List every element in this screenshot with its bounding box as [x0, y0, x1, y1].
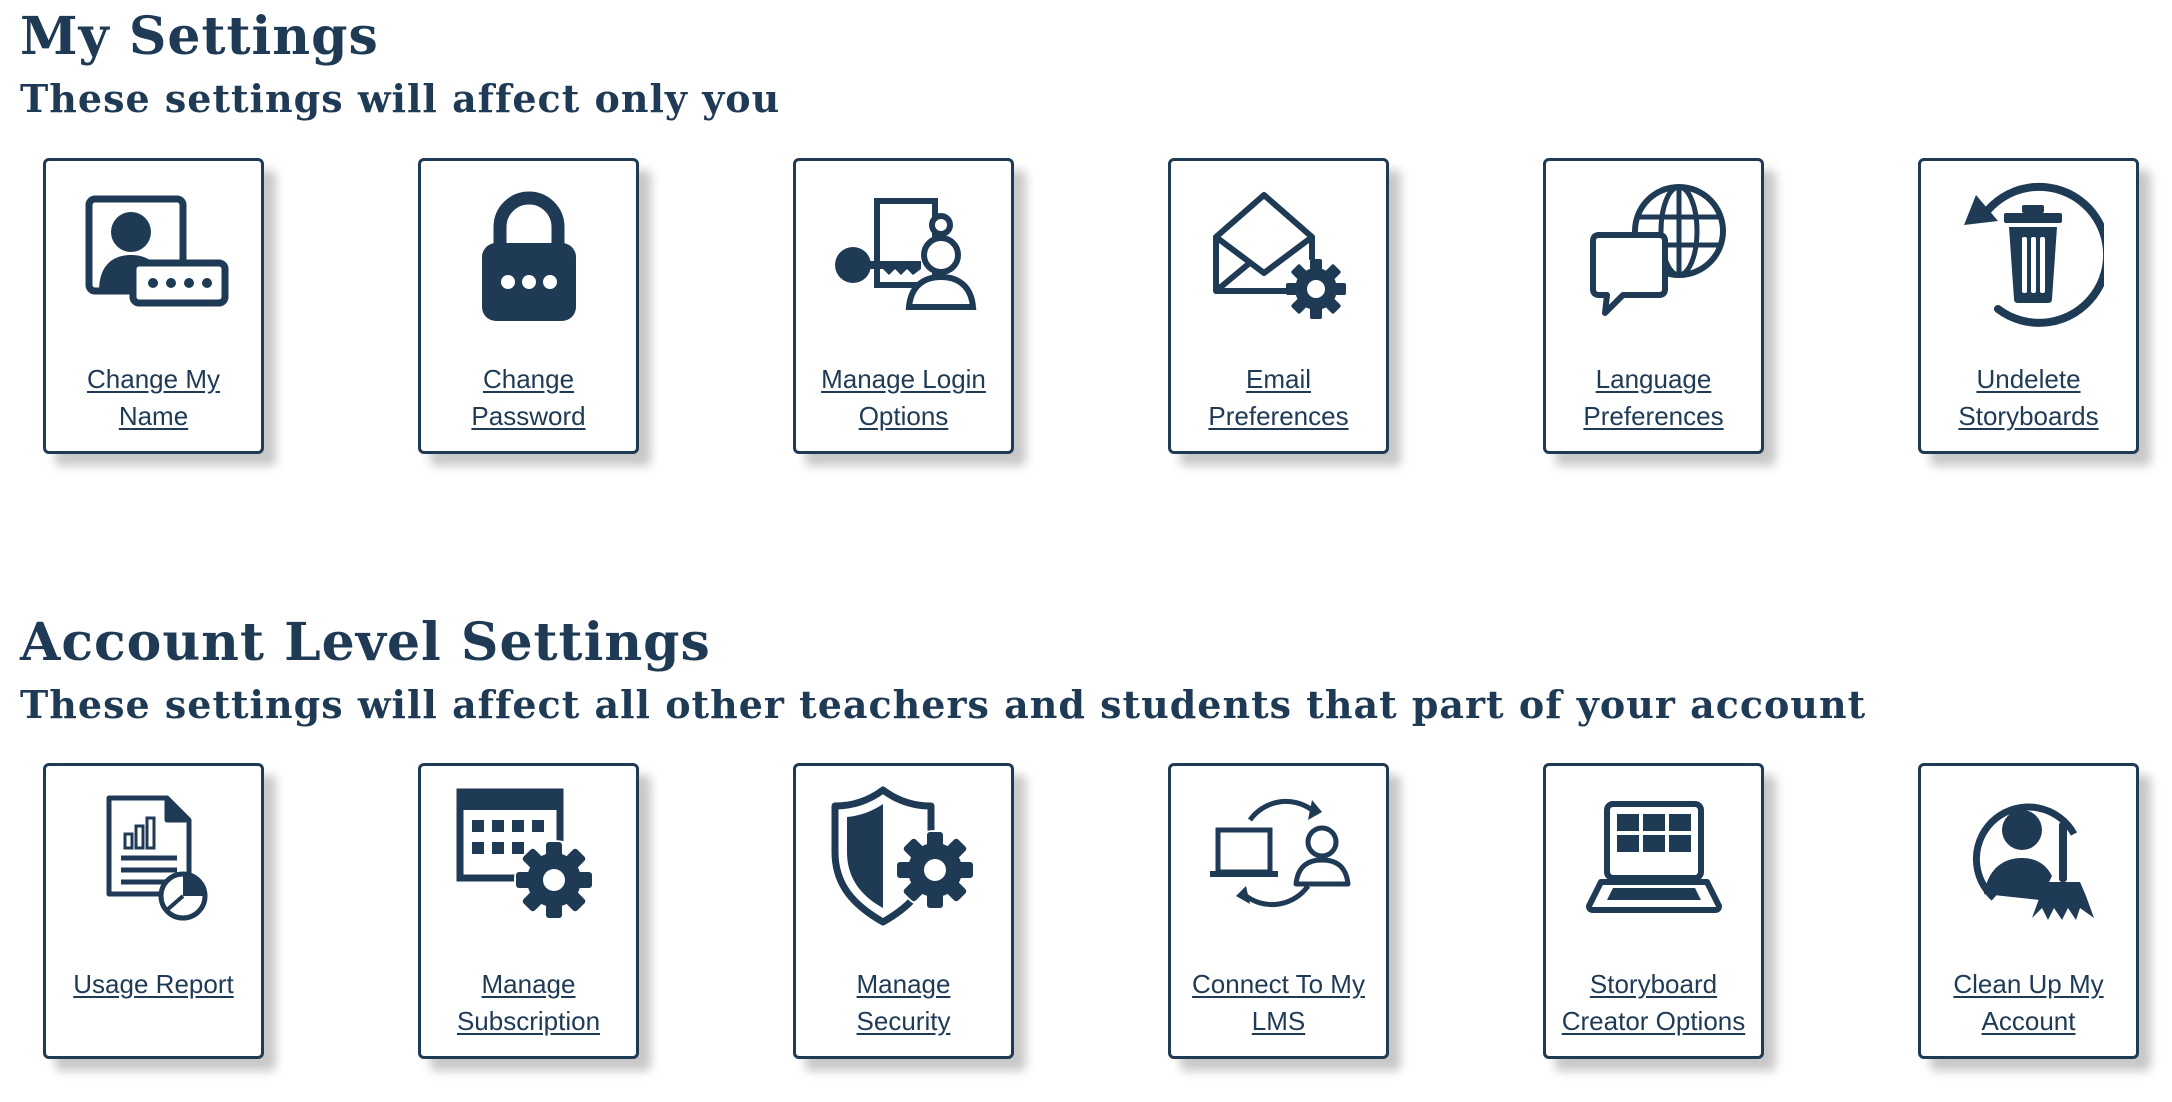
language-preferences-card[interactable]: [1543, 158, 1764, 454]
change-my-name-card[interactable]: [43, 158, 264, 454]
my-settings-title: My Settings: [20, 6, 379, 67]
my-settings-subtitle: These settings will affect only you: [20, 76, 781, 121]
account-settings-title: Account Level Settings: [20, 612, 711, 673]
language-preferences-label[interactable]: Language Preferences: [1583, 364, 1724, 431]
calendar-gear-icon: [454, 782, 604, 932]
change-password-card[interactable]: [418, 158, 639, 454]
clean-up-my-account-label[interactable]: Clean Up My Account: [1953, 969, 2104, 1036]
shield-gear-icon: [829, 782, 979, 932]
manage-subscription-card[interactable]: [418, 763, 639, 1059]
laptop-sync-user-icon: [1204, 782, 1354, 932]
globe-chat-icon: [1579, 177, 1729, 327]
envelope-gear-icon: [1204, 177, 1354, 327]
report-chart-icon: [79, 782, 229, 932]
profile-card-icon: [79, 177, 229, 327]
change-password-label[interactable]: Change Password: [471, 364, 586, 431]
trash-restore-icon: [1954, 177, 2104, 327]
change-my-name-label[interactable]: Change My Name: [87, 364, 220, 431]
manage-subscription-label[interactable]: Manage Subscription: [456, 969, 601, 1036]
laptop-grid-icon: [1579, 782, 1729, 932]
padlock-icon: [454, 177, 604, 327]
connect-to-my-lms-card[interactable]: [1168, 763, 1389, 1059]
account-settings-subtitle: These settings will affect all other teachers and students that part of your account: [20, 682, 1867, 727]
manage-security-card[interactable]: [793, 763, 1014, 1059]
connect-to-my-lms-label[interactable]: Connect To My LMS: [1192, 969, 1365, 1036]
storyboard-creator-options-label[interactable]: Storyboard Creator Options: [1561, 969, 1746, 1036]
my-settings-grid: [43, 158, 2143, 458]
email-preferences-card[interactable]: [1168, 158, 1389, 454]
account-settings-grid: [43, 763, 2143, 1063]
usage-report-card[interactable]: [43, 763, 264, 1059]
user-broom-icon: [1954, 782, 2104, 932]
manage-security-label[interactable]: Manage Security: [856, 969, 951, 1036]
email-preferences-label[interactable]: Email Preferences: [1208, 364, 1349, 431]
manage-login-options-label[interactable]: Manage Login Options: [821, 364, 986, 431]
undelete-storyboards-label[interactable]: Undelete Storyboards: [1958, 364, 2099, 431]
key-user-icon: [829, 177, 979, 327]
undelete-storyboards-card[interactable]: [1918, 158, 2139, 454]
storyboard-creator-options-card[interactable]: [1543, 763, 1764, 1059]
manage-login-options-card[interactable]: [793, 158, 1014, 454]
clean-up-my-account-card[interactable]: [1918, 763, 2139, 1059]
usage-report-label[interactable]: Usage Report: [73, 969, 234, 999]
